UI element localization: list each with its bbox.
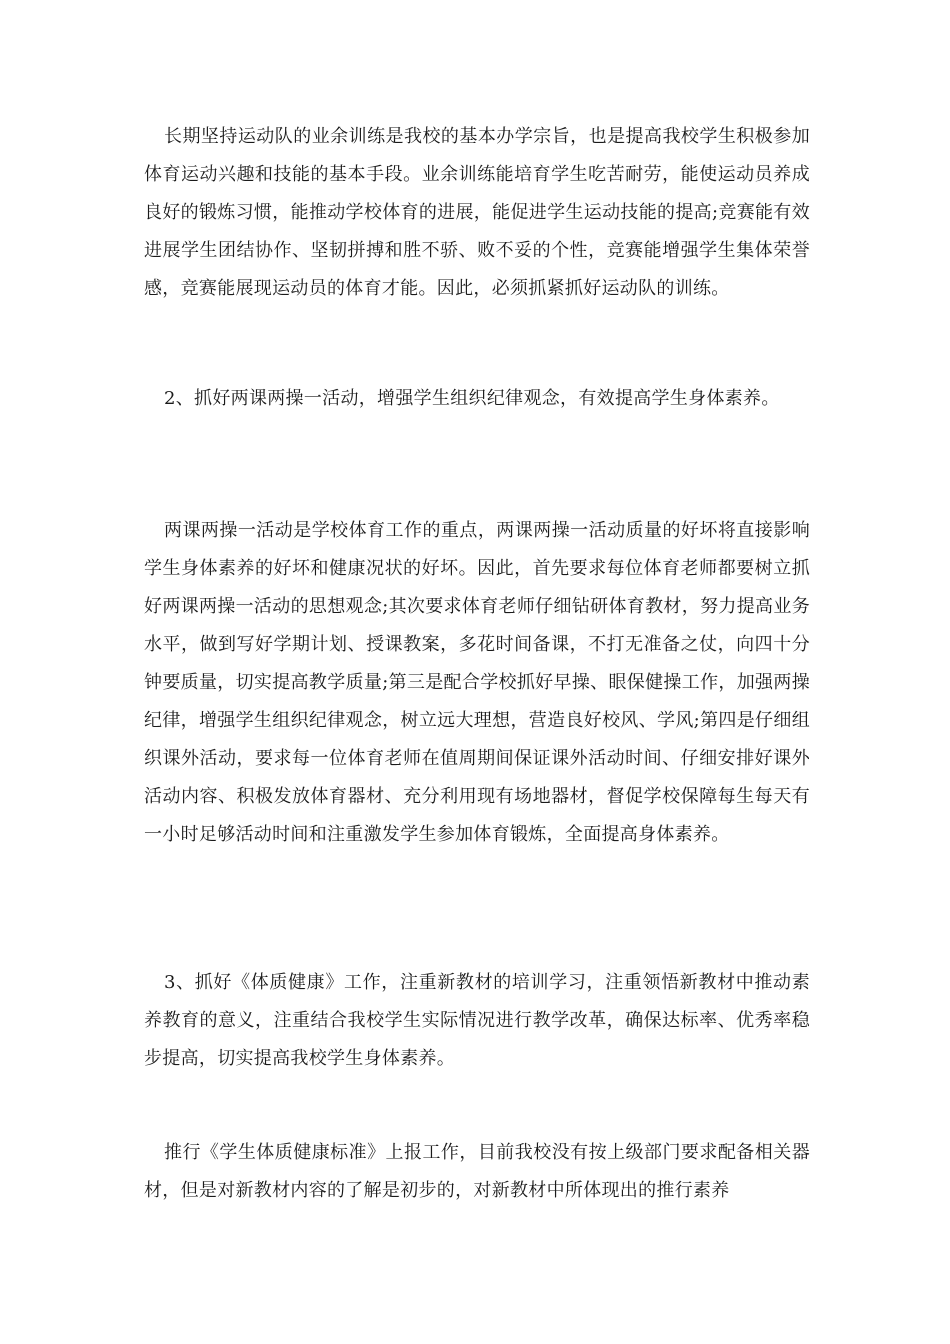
paragraph-heading-2: 2、抓好两课两操一活动，增强学生组织纪律观念，有效提高学生身体素养。 <box>164 388 780 409</box>
paragraph-heading-3: 3、抓好《体质健康》工作，注重新教材的培训学习，注重领悟新教材中推动素养教育的意义，注重结合我校学生实际情况进行教学改革，确保达标率、优秀率稳步提高，切实提高我校学生身体素养。 <box>144 972 810 1069</box>
paragraph-two-classes: 两课两操一活动是学校体育工作的重点，两课两操一活动质量的好坏将直接影响学生身体素养的好坏和健康况状的好坏。因此，首先要求每位体育老师都要树立抓好两课两操一活动的思想观念;其次要求体育老师仔细钻研体育教材，努力提高业务水平，做到写好学期计划、授课教案，多花时间备课，不打无准备之仗，向四十分钟要质量，切实提高教学质量;第三是配合学校抓好早操、眼保健操工作，加强两操纪律，增强学生组织纪律观念，树立远大理想，营造良好校风、学风;第四是仔细组织课外活动，要求每一位体育老师在值周期间保证课外活动时间、仔细安排好课外活动内容、积极发放体育器材、充分利用现有场地器材，督促学校保障每生每天有一小时足够活动时间和注重激发学生参加体育锻炼，全面提高身体素养。 <box>144 520 810 845</box>
paragraph-standards: 推行《学生体质健康标准》上报工作，目前我校没有按上级部门要求配备相关器材，但是对新教材内容的了解是初步的，对新教材中所体现出的推行素养 <box>144 1142 810 1201</box>
paragraph-training: 长期坚持运动队的业余训练是我校的基本办学宗旨，也是提高我校学生积极参加体育运动兴趣和技能的基本手段。业余训练能培育学生吃苦耐劳，能使运动员养成良好的锻炼习惯，能推动学校体育的进展，能促进学生运动技能的提高;竞赛能有效进展学生团结协作、坚韧拼搏和胜不骄、败不妥的个性，竞赛能增强学生集体荣誉感，竞赛能展现运动员的体育才能。因此，必须抓紧抓好运动队的训练。 <box>144 126 810 299</box>
